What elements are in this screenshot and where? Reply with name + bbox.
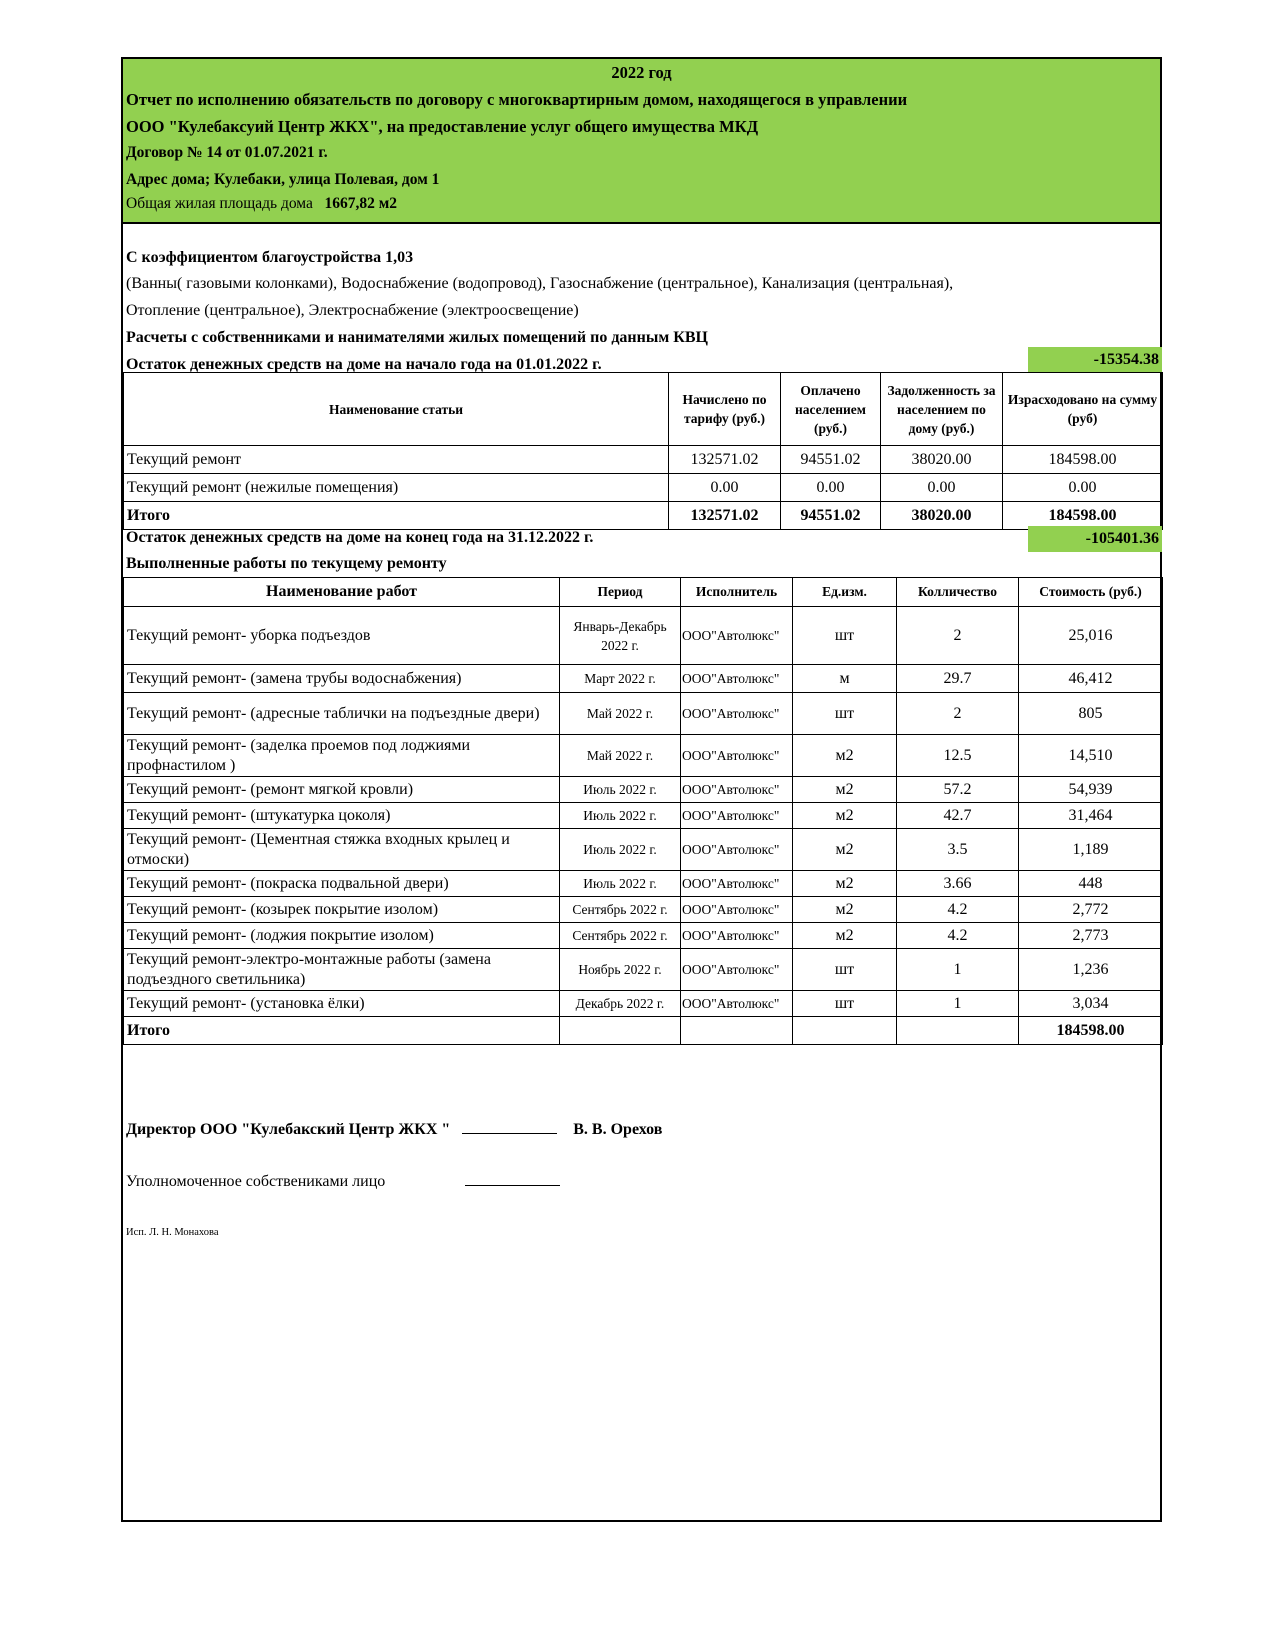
summary-cell-paid: 0.00	[781, 474, 881, 502]
summary-cell-debt: 0.00	[881, 474, 1003, 502]
director-signature-line	[462, 1119, 557, 1134]
works-col-qty: Колличество	[897, 578, 1019, 607]
works-cell-cost: 448	[1019, 871, 1163, 897]
works-cell-name: Текущий ремонт- (лоджия покрытие изолом)	[124, 923, 560, 949]
coefficient-line: С коэффициентом благоустройства 1,03	[126, 249, 414, 266]
works-col-unit: Ед.изм.	[793, 578, 897, 607]
works-cell-qty: 3.66	[897, 871, 1019, 897]
works-total-empty	[560, 1017, 681, 1045]
amenities-line1: (Ванны( газовыми колонками), Водоснабжение (водопровод), Газоснабжение (центральное), Канализация (центральная),	[126, 275, 954, 292]
summary-total-label: Итого	[124, 502, 669, 530]
summary-cell-charged: 132571.02	[669, 446, 781, 474]
report-year: 2022 год	[611, 63, 672, 82]
works-cell-period: Март 2022 г.	[560, 665, 681, 693]
works-cell-name: Текущий ремонт- (адресные таблички на подъездные двери)	[124, 693, 560, 735]
works-cell-executor: ООО"Автолюкс"	[681, 607, 793, 665]
works-cell-executor: ООО"Автолюкс"	[681, 829, 793, 871]
summary-total-charged: 132571.02	[669, 502, 781, 530]
works-total-label: Итого	[124, 1017, 560, 1045]
summary-row	[124, 446, 1163, 474]
works-cell-unit: шт	[793, 949, 897, 991]
works-cell-unit: м2	[793, 923, 897, 949]
works-cell-period: Январь-Декабрь 2022 г.	[560, 607, 681, 665]
report-title-line2: ООО "Кулебаксуий Центр ЖКХ", на предоставление услуг общего имущества МКД	[126, 117, 759, 136]
works-row	[124, 693, 1163, 735]
works-cell-period: Июль 2022 г.	[560, 871, 681, 897]
works-col-cost: Стоимость (руб.)	[1019, 578, 1163, 607]
works-row	[124, 777, 1163, 803]
works-row	[124, 803, 1163, 829]
works-cell-cost: 31,464	[1019, 803, 1163, 829]
works-cell-qty: 57.2	[897, 777, 1019, 803]
works-col-executor: Исполнитель	[681, 578, 793, 607]
summary-col-debt: Задолженность за населением по дому (руб.)	[881, 373, 1003, 446]
works-cell-executor: ООО"Автолюкс"	[681, 897, 793, 923]
works-cell-executor: ООО"Автолюкс"	[681, 693, 793, 735]
works-cell-cost: 54,939	[1019, 777, 1163, 803]
summary-cell-spent: 0.00	[1003, 474, 1163, 502]
works-cell-unit: м2	[793, 897, 897, 923]
summary-cell-charged: 0.00	[669, 474, 781, 502]
works-cell-qty: 4.2	[897, 897, 1019, 923]
works-cell-name: Текущий ремонт-электро-монтажные работы (замена подъездного светильника)	[124, 949, 560, 991]
balance-end-value: -105401.36	[1028, 526, 1162, 552]
works-cell-qty: 2	[897, 607, 1019, 665]
report-header	[123, 59, 1160, 224]
works-cell-qty: 4.2	[897, 923, 1019, 949]
works-row	[124, 735, 1163, 777]
works-row	[124, 949, 1163, 991]
works-cell-executor: ООО"Автолюкс"	[681, 803, 793, 829]
works-cell-executor: ООО"Автолюкс"	[681, 735, 793, 777]
authorized-label: Уполномоченное собствениками лицо	[126, 1173, 386, 1190]
works-cell-qty: 1	[897, 949, 1019, 991]
works-cell-unit: м2	[793, 803, 897, 829]
works-cell-qty: 42.7	[897, 803, 1019, 829]
house-area	[126, 195, 397, 213]
report-frame	[121, 57, 1162, 1522]
works-cell-period: Июль 2022 г.	[560, 829, 681, 871]
works-row	[124, 923, 1163, 949]
works-row	[124, 829, 1163, 871]
works-cell-qty: 12.5	[897, 735, 1019, 777]
works-cell-qty: 3.5	[897, 829, 1019, 871]
works-cell-unit: м2	[793, 829, 897, 871]
works-cell-executor: ООО"Автолюкс"	[681, 871, 793, 897]
works-cell-executor: ООО"Автолюкс"	[681, 949, 793, 991]
works-table	[123, 577, 1163, 1045]
works-cell-period: Сентябрь 2022 г.	[560, 897, 681, 923]
works-cell-qty: 1	[897, 991, 1019, 1017]
works-cell-unit: м2	[793, 777, 897, 803]
executor-note: Исп. Л. Н. Монахова	[126, 1227, 219, 1238]
works-cell-unit: шт	[793, 607, 897, 665]
works-header-row	[124, 578, 1163, 607]
works-row	[124, 991, 1163, 1017]
amenities-line2: Отопление (центральное), Электроснабжение (электроосвещение)	[126, 302, 579, 319]
works-cell-cost: 14,510	[1019, 735, 1163, 777]
works-heading: Выполненные работы по текущему ремонту	[126, 555, 447, 572]
settlements-heading: Расчеты с собственниками и нанимателями жилых помещений по данным КВЦ	[126, 329, 708, 346]
summary-cell-name: Текущий ремонт (нежилые помещения)	[124, 474, 669, 502]
balance-start-label: Остаток денежных средств на доме на начало года на 01.01.2022 г.	[126, 356, 602, 373]
works-row	[124, 665, 1163, 693]
house-area-label: Общая жилая площадь дома	[126, 195, 313, 212]
works-cell-cost: 2,773	[1019, 923, 1163, 949]
authorized-signature-line	[465, 1171, 560, 1186]
summary-total-row	[124, 502, 1163, 530]
contract-info: Договор № 14 от 01.07.2021 г.	[126, 144, 328, 161]
works-cell-period: Ноябрь 2022 г.	[560, 949, 681, 991]
works-cell-cost: 25,016	[1019, 607, 1163, 665]
balance-end-label: Остаток денежных средств на доме на конец года на 31.12.2022 г.	[126, 529, 594, 546]
works-total-empty	[793, 1017, 897, 1045]
works-body	[124, 607, 1163, 1017]
works-cell-period: Июль 2022 г.	[560, 777, 681, 803]
works-cell-unit: м2	[793, 871, 897, 897]
works-cell-name: Текущий ремонт- (установка ёлки)	[124, 991, 560, 1017]
works-cell-cost: 805	[1019, 693, 1163, 735]
works-cell-period: Декабрь 2022 г.	[560, 991, 681, 1017]
balance-start-value: -15354.38	[1028, 347, 1162, 372]
works-cell-executor: ООО"Автолюкс"	[681, 777, 793, 803]
works-cell-unit: шт	[793, 991, 897, 1017]
summary-cell-spent: 184598.00	[1003, 446, 1163, 474]
works-cell-name: Текущий ремонт- (покраска подвальной двери)	[124, 871, 560, 897]
works-total-empty	[897, 1017, 1019, 1045]
works-cell-period: Сентябрь 2022 г.	[560, 923, 681, 949]
works-cell-period: Май 2022 г.	[560, 693, 681, 735]
summary-total-debt: 38020.00	[881, 502, 1003, 530]
works-cell-qty: 2	[897, 693, 1019, 735]
works-cell-name: Текущий ремонт- (козырек покрытие изолом)	[124, 897, 560, 923]
summary-header-row	[124, 373, 1163, 446]
summary-table	[123, 372, 1163, 530]
works-total-empty	[681, 1017, 793, 1045]
works-cell-name: Текущий ремонт- (ремонт мягкой кровли)	[124, 777, 560, 803]
works-cell-cost: 2,772	[1019, 897, 1163, 923]
works-cell-cost: 46,412	[1019, 665, 1163, 693]
works-cell-period: Май 2022 г.	[560, 735, 681, 777]
director-signature	[126, 1119, 662, 1139]
summary-cell-name: Текущий ремонт	[124, 446, 669, 474]
director-label: Директор ООО "Кулебакский Центр ЖКХ "	[126, 1121, 451, 1138]
works-cell-unit: м	[793, 665, 897, 693]
works-cell-period: Июль 2022 г.	[560, 803, 681, 829]
summary-total-paid: 94551.02	[781, 502, 881, 530]
works-cell-name: Текущий ремонт- (замена трубы водоснабжения)	[124, 665, 560, 693]
summary-col-charged: Начислено по тарифу (руб.)	[669, 373, 781, 446]
works-row	[124, 607, 1163, 665]
works-cell-unit: м2	[793, 735, 897, 777]
works-cell-name: Текущий ремонт- (штукатурка цоколя)	[124, 803, 560, 829]
works-cell-cost: 1,189	[1019, 829, 1163, 871]
works-row	[124, 871, 1163, 897]
director-name: В. В. Орехов	[573, 1121, 663, 1138]
works-cell-cost: 3,034	[1019, 991, 1163, 1017]
works-cell-executor: ООО"Автолюкс"	[681, 991, 793, 1017]
house-address: Адрес дома; Кулебаки, улица Полевая, дом 1	[126, 171, 440, 188]
works-cell-executor: ООО"Автолюкс"	[681, 923, 793, 949]
works-total-row	[124, 1017, 1163, 1045]
works-cell-unit: шт	[793, 693, 897, 735]
works-col-period: Период	[560, 578, 681, 607]
works-cell-qty: 29.7	[897, 665, 1019, 693]
summary-row	[124, 474, 1163, 502]
works-total-cost: 184598.00	[1019, 1017, 1163, 1045]
works-cell-name: Текущий ремонт- (Цементная стяжка входных крылец и отмоски)	[124, 829, 560, 871]
authorized-signature	[126, 1171, 560, 1191]
report-title-line1: Отчет по исполнению обязательств по договору с многоквартирным домом, находящегося в управлении	[126, 90, 908, 109]
works-col-name: Наименование работ	[124, 578, 560, 607]
works-cell-name: Текущий ремонт- (заделка проемов под лоджиями профнастилом )	[124, 735, 560, 777]
works-cell-cost: 1,236	[1019, 949, 1163, 991]
works-cell-name: Текущий ремонт- уборка подъездов	[124, 607, 560, 665]
summary-cell-paid: 94551.02	[781, 446, 881, 474]
works-row	[124, 897, 1163, 923]
summary-col-name: Наименование статьи	[124, 373, 669, 446]
works-cell-executor: ООО"Автолюкс"	[681, 665, 793, 693]
summary-col-paid: Оплачено населением (руб.)	[781, 373, 881, 446]
summary-cell-debt: 38020.00	[881, 446, 1003, 474]
house-area-value: 1667,82 м2	[324, 195, 398, 212]
summary-col-spent: Израсходовано на сумму (руб)	[1003, 373, 1163, 446]
summary-total-spent: 184598.00	[1003, 502, 1163, 530]
